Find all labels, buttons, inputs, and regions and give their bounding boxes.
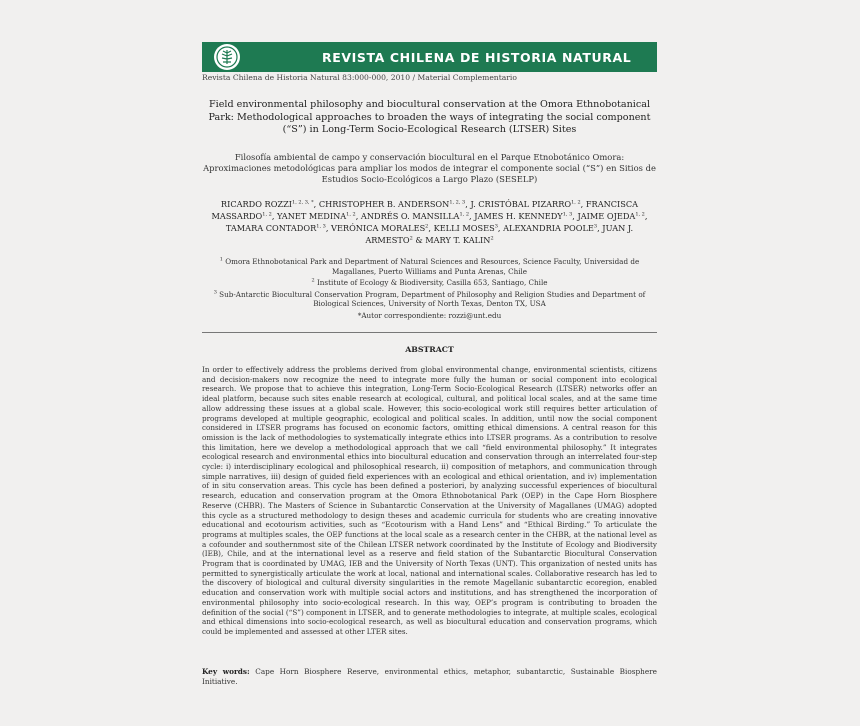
author-separator: , — [271, 211, 278, 221]
author-separator: , — [465, 199, 471, 209]
journal-citation: Revista Chilena de Historia Natural 83:000-000, 2010 / Material Complementario — [202, 73, 517, 82]
affiliation-2 — [202, 278, 657, 288]
author-separator: , — [469, 211, 475, 221]
affiliations — [202, 257, 657, 323]
affiliation-1 — [202, 257, 657, 276]
tree-emblem-icon — [214, 44, 240, 70]
author-affiliation-mark: 2 — [425, 223, 429, 230]
author-separator: , — [572, 211, 578, 221]
affiliation-2-mark: 2 — [311, 277, 315, 284]
paper-title-spanish: Filosofía ambiental de campo y conservación biocultural en el Parque Etnobotánico Omora: Aproximaciones metodológicas para ampliar los modos de integrar el componente social (“S”) en Sitios de Estudios Socio-Ecológicos a Largo Plazo (SESELP) — [203, 152, 656, 184]
author-name: ANDRÉS O. MANSILLA — [360, 211, 460, 221]
author-affiliation-mark: 1, 2 — [635, 211, 645, 218]
author-separator: , — [428, 223, 434, 233]
author-affiliation-mark: 1, 3 — [316, 223, 326, 230]
paper-title-english: Field environmental philosophy and biocultural conservation at the Omora Ethnobotanical Park: Methodological approaches to broaden the ways of integrating the social component (“S”) in Long-Term Socio-Ecological Research (LTSER) Sites — [208, 99, 651, 135]
author-affiliation-mark: 1, 2 — [346, 211, 356, 218]
author-name: TAMARA CONTADOR — [225, 223, 317, 233]
author-separator: , — [325, 223, 332, 233]
author-name: JUAN J. ARMESTO — [365, 223, 634, 245]
author-separator: , — [644, 211, 648, 221]
author-name: ALEXANDRIA POOLE — [503, 223, 594, 233]
section-divider — [202, 332, 657, 333]
keywords — [202, 667, 657, 687]
author-separator: , — [580, 199, 586, 209]
author-affiliation-mark: 3 — [494, 223, 498, 230]
author-name: FRANCISCA MASSARDO — [211, 199, 639, 221]
author-affiliation-mark: 1, 2 — [262, 211, 272, 218]
keywords-text: Cape Horn Biosphere Reserve, environmental ethics, metaphor, subantarctic, Sustainable Biosphere Initiative. — [202, 667, 657, 686]
author-name: JAIME OJEDA — [577, 211, 636, 221]
author-name: JAMES H. KENNEDY — [474, 211, 563, 221]
affiliation-2-text: Institute of Ecology & Biodiversity, Casilla 653, Santiago, Chile — [316, 278, 548, 288]
author-affiliation-mark: 1, 2, 3 — [449, 199, 466, 206]
affiliation-1-text: Omora Ethnobotanical Park and Department of Natural Sciences and Resources, Science Faculty, Universidad de Magallanes, Puerto Williams and Punta Arenas, Chile — [225, 257, 640, 276]
author-name: VERÓNICA MORALES — [331, 223, 426, 233]
author-name: RICARDO ROZZI — [220, 199, 293, 209]
affiliation-3-text: Sub-Antarctic Biocultural Conservation Program, Department of Philosophy and Religion Studies and Department of Biological Sciences, University of North Texas, Denton TX, USA — [219, 289, 646, 309]
affiliation-1-mark: 1 — [219, 256, 223, 263]
corresponding-author: *Autor correspondiente: rozzi@unt.edu — [357, 310, 502, 320]
author-affiliation-mark: 2 — [490, 235, 494, 242]
abstract-heading: ABSTRACT — [405, 345, 454, 354]
author-name: CHRISTOPHER B. ANDERSON — [318, 199, 450, 209]
author-separator: & — [412, 235, 426, 245]
affiliation-3-mark: 3 — [213, 289, 217, 296]
journal-title: REVISTA CHILENA DE HISTORIA NATURAL — [322, 49, 632, 65]
author-list — [202, 198, 657, 246]
author-separator: , — [597, 223, 603, 233]
author-affiliation-mark: 2 — [409, 235, 413, 242]
author-name: KELLI MOSES — [433, 223, 495, 233]
author-name: MARY T. KALIN — [425, 235, 491, 245]
author-affiliation-mark: 1, 3 — [562, 211, 573, 218]
keywords-label: Key words: — [202, 667, 250, 676]
author-affiliation-mark: 3 — [593, 223, 598, 230]
abstract-text: In order to effectively address the problems derived from global environmental change, environmental scientists, citizens and decision-makers now recognize the need to integrate more fully the human or social component into ecological research. We propose that to achieve this integration, Long-Term Socio-Ecological Research (LTSER) networks offer an ideal platform, because such sites enable research at ecological, cultural, and political local scales, and at the same time allow addressing these issues at a global scale. However, this socio-ecological work still requires better articulation of programs developed at multiple geographic, ecological and political scales. In addition, until now the social component considered in LTSER programs has focused on economic factors, omitting ethical dimensions. A central reason for this omission is the lack of methodologies to systematically integrate ethics into LTSER programs. As a contribution to resolve this limitation, here we develop a methodological approach that we call “field environmental philosophy.” It integrates ecological research and environmental ethics into biocultural education and conservation through an interrelated four-step cycle: i) interdisciplinary ecological and philosophical research, ii) composition of metaphors, and communication through simple narratives, iii) design of guided field experiences with an ecological and ethical orientation, and iv) implementation of in situ conservation areas. This cycle has been defined a posteriori, by analyzing successful experiences of biocultural research, education and conservation program at the Omora Ethnobotanical Park (OEP) in the Cape Horn Biosphere Reserve (CHBR). The Masters of Science in Subantarctic Conservation at the University of Magallanes (UMAG) adopted this cycle as a structured methodology to design theses and academic curricula for students who are creating innovative educational and ecotourism activities, such as “Ecotourism with a Hand Lens” and “Ethical Birding.” To articulate the programs at multiples scales, the OEP functions at the local scale as a research center in the CHBR, at the national level as a cofounder and southernmost site of the Chilean LTSER network coordinated by the Institute of Ecology and Biodiversity (IEB), Chile, and at the international level as a reserve and field station of the Subantarctic Biocultural Conservation Program that is coordinated by UMAG, IEB and the University of North Texas (UNT). This organization of nested units has permitted to synergistically articulate the work at local, national and international scales. Collaborative research has led to the discovery of biological and cultural diversity singularities in the remote Magellanic subantarctic ecoregion, enabled education and conservation work with multiple social actors and institutions, and has strengthened the incorporation of environmental philosophy into socio-ecological research. In this way, OEP’s program is contributing to broaden the definition of the social (“S”) component in LTSER, and to generate methodologies to integrate, at multiple scales, ecological and ethical dimensions into socio-ecological research, as well as biocultural education and conservation programs, which could be implemented and assessed at other LTER sites. — [202, 365, 657, 636]
author-separator: , — [497, 223, 504, 233]
author-name: J. CRISTÓBAL PIZARRO — [470, 199, 572, 209]
author-affiliation-mark: 1, 2, 3, * — [292, 199, 314, 206]
author-name: YANET MEDINA — [277, 211, 347, 221]
author-separator: , — [355, 211, 361, 221]
author-affiliation-mark: 1, 2 — [459, 211, 469, 218]
affiliation-3 — [202, 290, 657, 309]
author-affiliation-mark: 1, 2 — [571, 199, 581, 206]
journal-banner — [202, 42, 657, 72]
author-separator: , — [313, 199, 319, 209]
